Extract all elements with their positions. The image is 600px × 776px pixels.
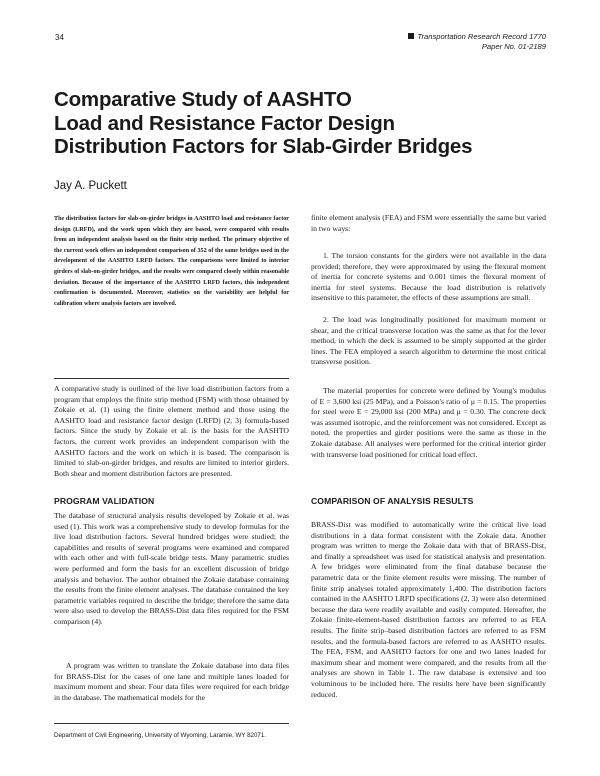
page-number: 34	[55, 33, 64, 42]
title-line: Distribution Factors for Slab-Girder Bridges	[54, 135, 473, 158]
right-column-paragraph: finite element analysis (FEA) and FSM were essentially the same but varied in two ways:	[311, 213, 546, 233]
square-bullet-icon	[408, 33, 414, 39]
footnote-divider	[54, 723, 289, 724]
list-item-2: 2. The load was longitudinally positioned for maximum moment or shear, and the critical transverse location was the same as that for the lever method, in which the deck is assumed to be simply supported at the girder lines. The FEA employed a search algorithm to determine the most critical transverse position.	[311, 315, 546, 367]
abstract-divider	[54, 378, 289, 379]
abstract: The distribution factors for slab-on-girder bridges in AASHTO load and resistance factor design (LRFD), and the work upon which they are based, were compared with results from an independent analysis based on the finite strip method. The primary objective of the current work offers an independent comparison of 352 of the same bridges used in the development of the AASHTO LRFD factors. The comparisons were limited to interior girders of slab-on-girder bridges, and the results were compared closely within reasonable deviation. Because of the importance of the AASHTO LRFD factors, this independent confirmation is documented. Moreover, statistics on the variability are helpful for calibration where analysis factors are involved.	[54, 216, 289, 307]
paper-number: Paper No. 01-2189	[481, 41, 546, 51]
author-affiliation-footnote: Department of Civil Engineering, University of Wyoming, Laramie, WY 82071.	[54, 732, 267, 739]
section-heading-comparison: COMPARISON OF ANALYSIS RESULTS	[311, 496, 474, 506]
list-item-1: 1. The torsion constants for the girders were not available in the data provided; therefore, they were approximated by using the flexural moment of inertia for concrete systems and 0.001 times the flexural moment of inertia for steel systems. Because the load distribution is relatively insensitive to this parameter, the effects of these assumptions are small.	[311, 251, 546, 303]
program-validation-paragraph-1: The database of structural analysis results developed by Zokaie et al. was used (1). This work was a comprehensive study to develop formulas for the live load distribution factors. Several hundred bridges were studied; the capabilities and results of several programs were examined and compared with each other and with full-scale bridge tests. Many parametric studies were performed and form the basis for an excellent discussion of bridge analysis and behavior. The author obtained the Zokaie database containing the results from the finite element analyses. The database contained the key parametric variables required to describe the bridge; therefore the same data were also used to develop the BRASS-Dist data files required for the FSM comparison (4).	[54, 511, 289, 626]
program-validation-paragraph-2: A program was written to translate the Zokaie database into data files for BRASS-Dist for the cases of one lane and multiple lanes loaded for maximum moment and shear. Four data files were required for each bridge in the database. The mathematical models for the	[54, 661, 289, 702]
title-line: Comparative Study of AASHTO	[54, 88, 352, 111]
journal-name: Transportation Research Record 1770	[417, 32, 546, 41]
title-line: Load and Resistance Factor Design	[54, 111, 395, 135]
paper-title	[54, 88, 574, 159]
section-heading-program-validation: PROGRAM VALIDATION	[54, 496, 155, 506]
journal-header	[408, 32, 546, 51]
material-properties-paragraph: The material properties for concrete were defined by Young's modulus of E = 3,600 ksi (25 MPa), and a Poisson's ratio of μ = 0.15. The properties for steel were E = 29,000 ksi (200 MPa) and μ = 0.30. The concrete deck was assumed isotropic, and the reinforcement was not considered. Except as noted, the properties and girder positions were the same as those in the Zokaie database. All analyses were performed for the critical interior girder with transverse load positioned for critical load effect.	[311, 386, 546, 459]
comparison-paragraph: BRASS-Dist was modified to automatically write the critical live load distributions in a data format consistent with the Zokaie data. Another program was written to merge the Zokaie data with that of BRASS-Dist, and finally a spreadsheet was used for statistical analysis and presentation. A few bridges were eliminated from the final database because the parametric data or the finite element results were missing. The number of finite strip analyses totaled approximately 1,400. The distribution factors contained in the AASHTO LRFD specifications (2, 3) were also determined because the data were readily available and easily computed. Hereafter, the Zokaie finite-element-based distribution factors are referred to as FEA results. The finite strip–based distribution factors are referred to as FSM results, and the formula-based factors are referred to as AASHTO results. The FEA, FSM, and AASHTO factors for one and two lanes loaded for maximum shear and moment were compared, and the results from all the analyses are shown in Table 1. The raw database is extensive and too voluminous to be included here. The results here have been significantly reduced.	[311, 520, 546, 699]
author-name: Jay A. Puckett	[54, 180, 127, 192]
intro-paragraph: A comparative study is outlined of the live load distribution factors from a program that employs the finite strip method (FSM) with those obtained by Zokaie et al. (1) using the finite element method and those using the AASHTO load and resistance factor design (LRFD) (2, 3) formula-based factors. Since the study by Zokaie et al. is the basis for the AASHTO factors, the current work provides an independent comparison with the AASHTO factors and the work on which it is based. The comparison is limited to slab-on-girder bridges, and results are limited to interior girders. Both shear and moment distribution factors are presented.	[54, 384, 289, 478]
